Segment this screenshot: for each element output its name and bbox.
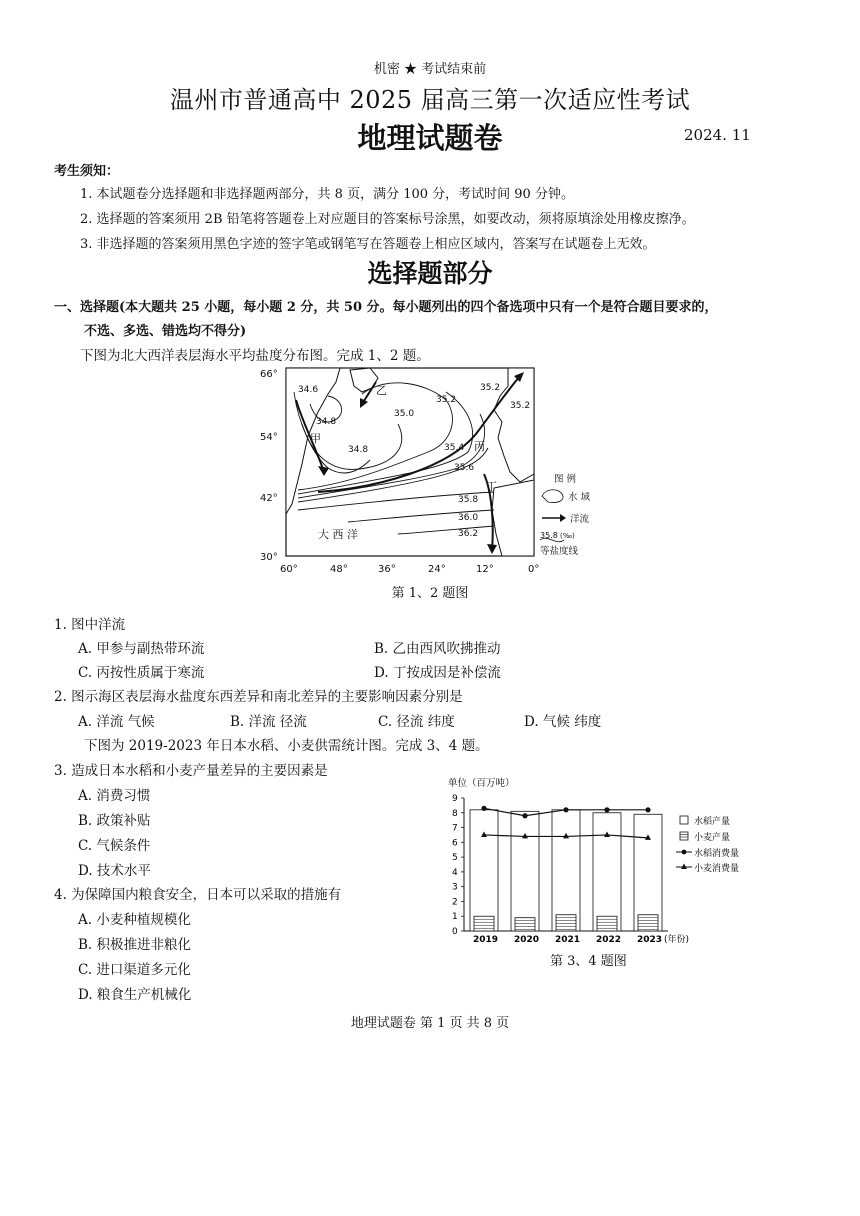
x-tick-label: 2019 — [473, 935, 499, 945]
y-tick-label: 3 — [452, 882, 458, 893]
water-legend-swatch — [542, 490, 563, 503]
isohalines — [294, 383, 494, 534]
wheat-output-bar — [556, 915, 576, 931]
intro-q1-2: 下图为北大西洋表层海水平均盐度分布图。完成 1、2 题。 — [80, 348, 430, 364]
part-instructions: 一、选择题(本大题共 25 小题，每小题 2 分，共 50 分。每小题列出的四个备选项中只有一个是符合题目要求的， — [54, 300, 718, 315]
x-tick-label: 2023 — [637, 935, 663, 945]
question-stem: 4. 为保障国内粮食安全，日本可以采取的措施有 — [54, 887, 342, 903]
lat-label: 30° — [260, 552, 278, 563]
lon-label: 12° — [476, 564, 494, 575]
y-tick-label: 8 — [452, 808, 458, 819]
x-axis-label: (年份) — [664, 935, 690, 945]
current-bing — [318, 376, 520, 492]
isohaline-label: 35.2 — [436, 395, 457, 405]
y-tick-label: 9 — [452, 794, 458, 804]
option: B. 积极推进非粮化 — [78, 937, 192, 953]
isohaline-label: 34.8 — [316, 417, 337, 427]
isohaline-label: 34.8 — [348, 445, 369, 455]
wheat-consumption-swatch — [681, 864, 687, 870]
lon-label: 24° — [428, 564, 446, 575]
y-tick-label: 0 — [452, 927, 458, 937]
rice-output-swatch — [680, 816, 688, 824]
exam-date: 2024. 11 — [684, 126, 751, 144]
confidential-mark: 机密 ★ 考试结束前 — [373, 62, 487, 77]
lon-label: 36° — [378, 564, 396, 575]
legend-label: 小麦消费量 — [694, 864, 740, 874]
question-stem: 1. 图中洋流 — [54, 617, 126, 633]
legend-label: 水 域 — [568, 492, 591, 503]
y-tick-label: 1 — [452, 912, 458, 923]
option: C. 气候条件 — [78, 838, 151, 854]
map-legend — [540, 473, 591, 557]
isohaline-label: 35.6 — [454, 463, 475, 473]
lon-label: 60° — [280, 564, 298, 575]
current-label-jia: 甲 — [310, 432, 321, 445]
isohaline-label: 35.4 — [444, 443, 465, 453]
africa-coast — [492, 480, 534, 556]
wheat-output-swatch — [680, 832, 688, 840]
y-tick-label: 6 — [452, 838, 458, 849]
rice-output-bar — [552, 810, 580, 931]
legend-label: 洋流 — [570, 514, 590, 525]
option: A. 甲参与副热带环流 — [78, 641, 205, 657]
legend-label: 水稻产量 — [694, 817, 731, 827]
wheat-output-bar — [638, 915, 658, 931]
section-title: 选择题部分 — [367, 259, 493, 288]
rice-output-bar — [634, 814, 662, 931]
exam-title: 温州市普通高中 2025 届高三第一次适应性考试 — [169, 86, 691, 114]
rice-consumption-point — [481, 806, 486, 811]
chart-caption: 第 3、4 题图 — [550, 954, 627, 969]
option: B. 洋流 径流 — [230, 714, 307, 730]
subject-title: 地理试题卷 — [357, 121, 503, 155]
option: D. 技术水平 — [78, 863, 151, 879]
option: C. 进口渠道多元化 — [78, 962, 191, 978]
option: D. 粮食生产机械化 — [78, 987, 192, 1003]
legend-title: 图 例 — [554, 474, 577, 485]
chart-legend — [676, 815, 739, 874]
wheat-output-bar — [597, 916, 617, 931]
notice-item: 3. 非选择题的答案须用黑色字迹的签字笔或钢笔写在答题卷上相应区域内，答案写在试题卷上无效。 — [80, 237, 656, 252]
option: C. 径流 纬度 — [378, 714, 455, 730]
x-tick-label: 2021 — [555, 935, 581, 945]
isohaline-label: 35.2 — [480, 383, 501, 393]
y-tick-label: 2 — [452, 897, 458, 908]
page-footer: 地理试题卷 第 1 页 共 8 页 — [350, 1016, 510, 1031]
isohaline — [398, 526, 494, 534]
option: A. 洋流 气候 — [78, 714, 155, 730]
ocean-label: 大 西 洋 — [318, 528, 358, 541]
greenland-coast — [350, 368, 378, 392]
option: D. 丁按成因是补偿流 — [374, 665, 501, 681]
rice-output-bar — [593, 813, 621, 931]
option: B. 乙由西风吹拂推动 — [374, 641, 501, 657]
notice-item: 2. 选择题的答案须用 2B 铅笔将答题卷上对应题目的答案标号涂黑，如要改动，须将原填涂处用橡皮擦净。 — [80, 212, 695, 227]
isohaline-label: 36.2 — [458, 529, 479, 539]
lat-label: 66° — [260, 369, 278, 380]
legend-label: 等盐度线 — [540, 546, 579, 557]
rice-wheat-chart — [430, 776, 760, 946]
rice-output-bar — [511, 811, 539, 931]
option: A. 消费习惯 — [78, 788, 151, 804]
legend-unit: (‰) — [560, 532, 575, 540]
part-instructions-cont: 不选、多选、错选均不得分) — [84, 324, 247, 339]
isohaline-label: 34.6 — [298, 385, 319, 395]
lon-label: 48° — [330, 564, 348, 575]
arrow-icon — [560, 514, 566, 522]
current-label-bing: 丙 — [474, 440, 485, 453]
option: A. 小麦种植规模化 — [78, 912, 191, 928]
legend-label: 小麦产量 — [694, 833, 731, 843]
wheat-output-bar — [474, 916, 494, 931]
current-label-yi: 乙 — [376, 384, 387, 397]
y-tick-label: 7 — [452, 823, 458, 834]
question-stem: 2. 图示海区表层海水盐度东西差异和南北差异的主要影响因素分别是 — [54, 689, 463, 705]
question-stem: 3. 造成日本水稻和小麦产量差异的主要因素是 — [54, 763, 328, 779]
current-label-ding: 丁 — [486, 480, 497, 493]
salinity-map — [258, 364, 610, 594]
lon-label: 0° — [528, 564, 540, 575]
intro-q3-4: 下图为 2019-2023 年日本水稻、小麦供需统计图。完成 3、4 题。 — [84, 738, 489, 754]
rice-consumption-point — [563, 807, 568, 812]
rice-consumption-swatch — [682, 850, 687, 855]
isohaline-label: 35.8 — [458, 495, 479, 505]
rice-output-bar — [470, 810, 498, 931]
x-tick-label: 2022 — [596, 935, 622, 945]
rice-consumption-point — [522, 813, 527, 818]
legend-sample: 35.8 — [540, 531, 558, 540]
notice-item: 1. 本试题卷分选择题和非选择题两部分，共 8 页，满分 100 分，考试时间 90 分钟。 — [80, 187, 574, 202]
isohaline-label: 35.2 — [510, 401, 531, 411]
option: C. 丙按性质属于寒流 — [78, 665, 205, 681]
lat-label: 42° — [260, 493, 278, 504]
map-caption: 第 1、2 题图 — [391, 586, 469, 601]
isohaline-label: 36.0 — [458, 513, 479, 523]
y-tick-label: 4 — [452, 867, 458, 878]
y-tick-label: 5 — [452, 853, 458, 864]
option: D. 气候 纬度 — [524, 714, 602, 730]
isohaline-label: 35.0 — [394, 409, 415, 419]
option: B. 政策补贴 — [78, 813, 151, 829]
rice-consumption-point — [645, 807, 650, 812]
rice-consumption-point — [604, 807, 609, 812]
wheat-output-bar — [515, 918, 535, 931]
x-tick-label: 2020 — [514, 935, 540, 945]
notice-heading: 考生须知： — [54, 164, 120, 179]
legend-label: 水稻消费量 — [694, 849, 740, 859]
lat-label: 54° — [260, 432, 278, 443]
chart-unit-label: 单位（百万吨） — [448, 778, 515, 789]
